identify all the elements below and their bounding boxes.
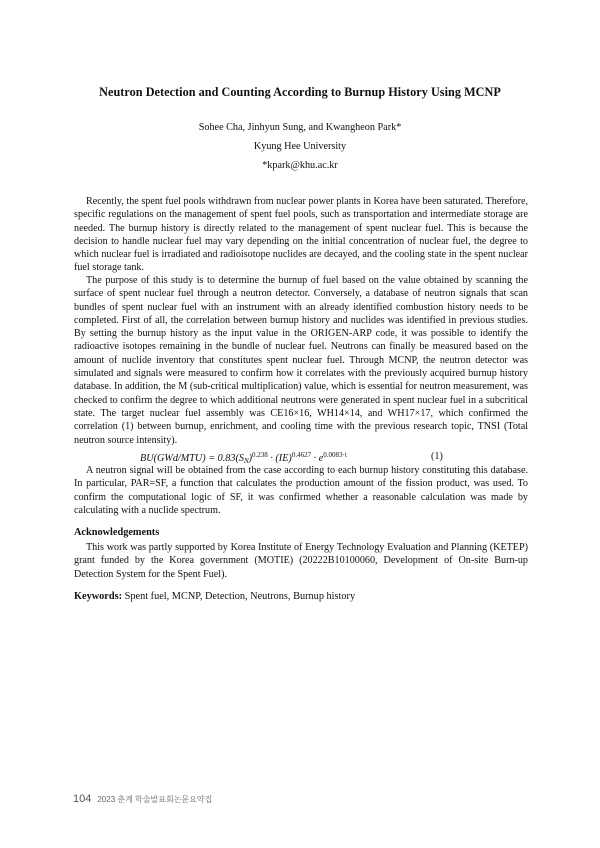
page-number: 104 [73, 793, 92, 805]
keywords-list: Spent fuel, MCNP, Detection, Neutrons, Burnup history [122, 591, 356, 602]
contact-email: *kpark@khu.ac.kr [262, 160, 338, 171]
keywords [74, 591, 355, 602]
paragraph-signal [74, 464, 528, 517]
equation: $BU(GWd/MTU) = 0.83(S_N)^{0.238} \cdot (IE)^{0.4627} \cdot e^{0.0083\cdot t}$ [140, 451, 347, 465]
page-footer [73, 793, 212, 805]
paragraph-text: A neutron signal will be obtained from the case according to each burnup history constituting this database. In particular, PAR=SF, a function that calculates the production amount of the fission product, was used. To confirm the computational logic of SF, it was confirmed whether a reasonable calculation was made by calculating with a nuclide spectrum. [74, 465, 528, 516]
paragraph-text: This work was partly supported by Korea Institute of Energy Technology Evaluation and Planning (KETEP) grant funded by the Korea government (MOTIE) (20222B10100060, Development of On-site Burn-up Detection System for the Spent Fuel). [74, 542, 528, 580]
paragraph-purpose [74, 274, 528, 447]
proceedings-title: 2023 춘계 학술발표회논문요약집 [97, 795, 213, 804]
paragraph-intro [74, 195, 528, 275]
author-list: Sohee Cha, Jinhyun Sung, and Kwangheon Park* [198, 122, 402, 133]
acknowledgements-heading: Acknowledgements [74, 527, 160, 538]
paper-title: Neutron Detection and Counting According to Burnup History Using MCNP [99, 85, 501, 99]
paragraph-text: The purpose of this study is to determine the burnup of fuel based on the value obtained by scanning the surface of spent nuclear fuel through a neutron detector. Conversely, a database of neutron signals that scan bundles of spent nuclear fuel with an instrument with an already identified combustion history needs to be completed. First of all, the correlation between burnup history and nuclides was identified in previous studies. By setting the burnup history as the input value in the ORIGEN-ARP code, it was possible to identify the radioactive isotopes remaining in the bundle of nuclear fuel. Neutrons can finally be measured based on the amount of nuclide inventory that constitutes spent nuclear fuel. Through MCNP, the neutron detector was simulated and signals were measured to confirm how it correlates with the previously acquired burnup history database. In addition, the M (sub-critical multiplication) value, which is essential for neutron measurement, was checked to confirm the degree to which additional neutrons were generated in spent nuclear fuel in a subcritical state. The target nuclear fuel assembly was CE16×16, WH14×14, and WH17×17, which confirmed the correlation (1) between burnup, enrichment, and cooling time with the previous research topic, TNSI (Total neutron source intensity). [74, 275, 528, 446]
paragraph-text: Recently, the spent fuel pools withdrawn from nuclear power plants in Korea have been saturated. Therefore, specific regulations on the management of spent fuel pools, such as transportation and intermediate storage are needed. The burnup history is directly related to the management of spent nuclear fuel. This is because the decision to handle nuclear fuel may vary depending on the initial concentration of nuclear fuel, the degree to which nuclear fuel is irradiated and radioisotope nuclides are decayed, and the cooling state in the spent nuclear fuel storage tank. [74, 196, 528, 274]
keywords-label: Keywords: [74, 591, 123, 602]
acknowledgements-body [74, 541, 528, 581]
equation-number: (1) [431, 451, 443, 462]
affiliation: Kyung Hee University [253, 141, 347, 152]
